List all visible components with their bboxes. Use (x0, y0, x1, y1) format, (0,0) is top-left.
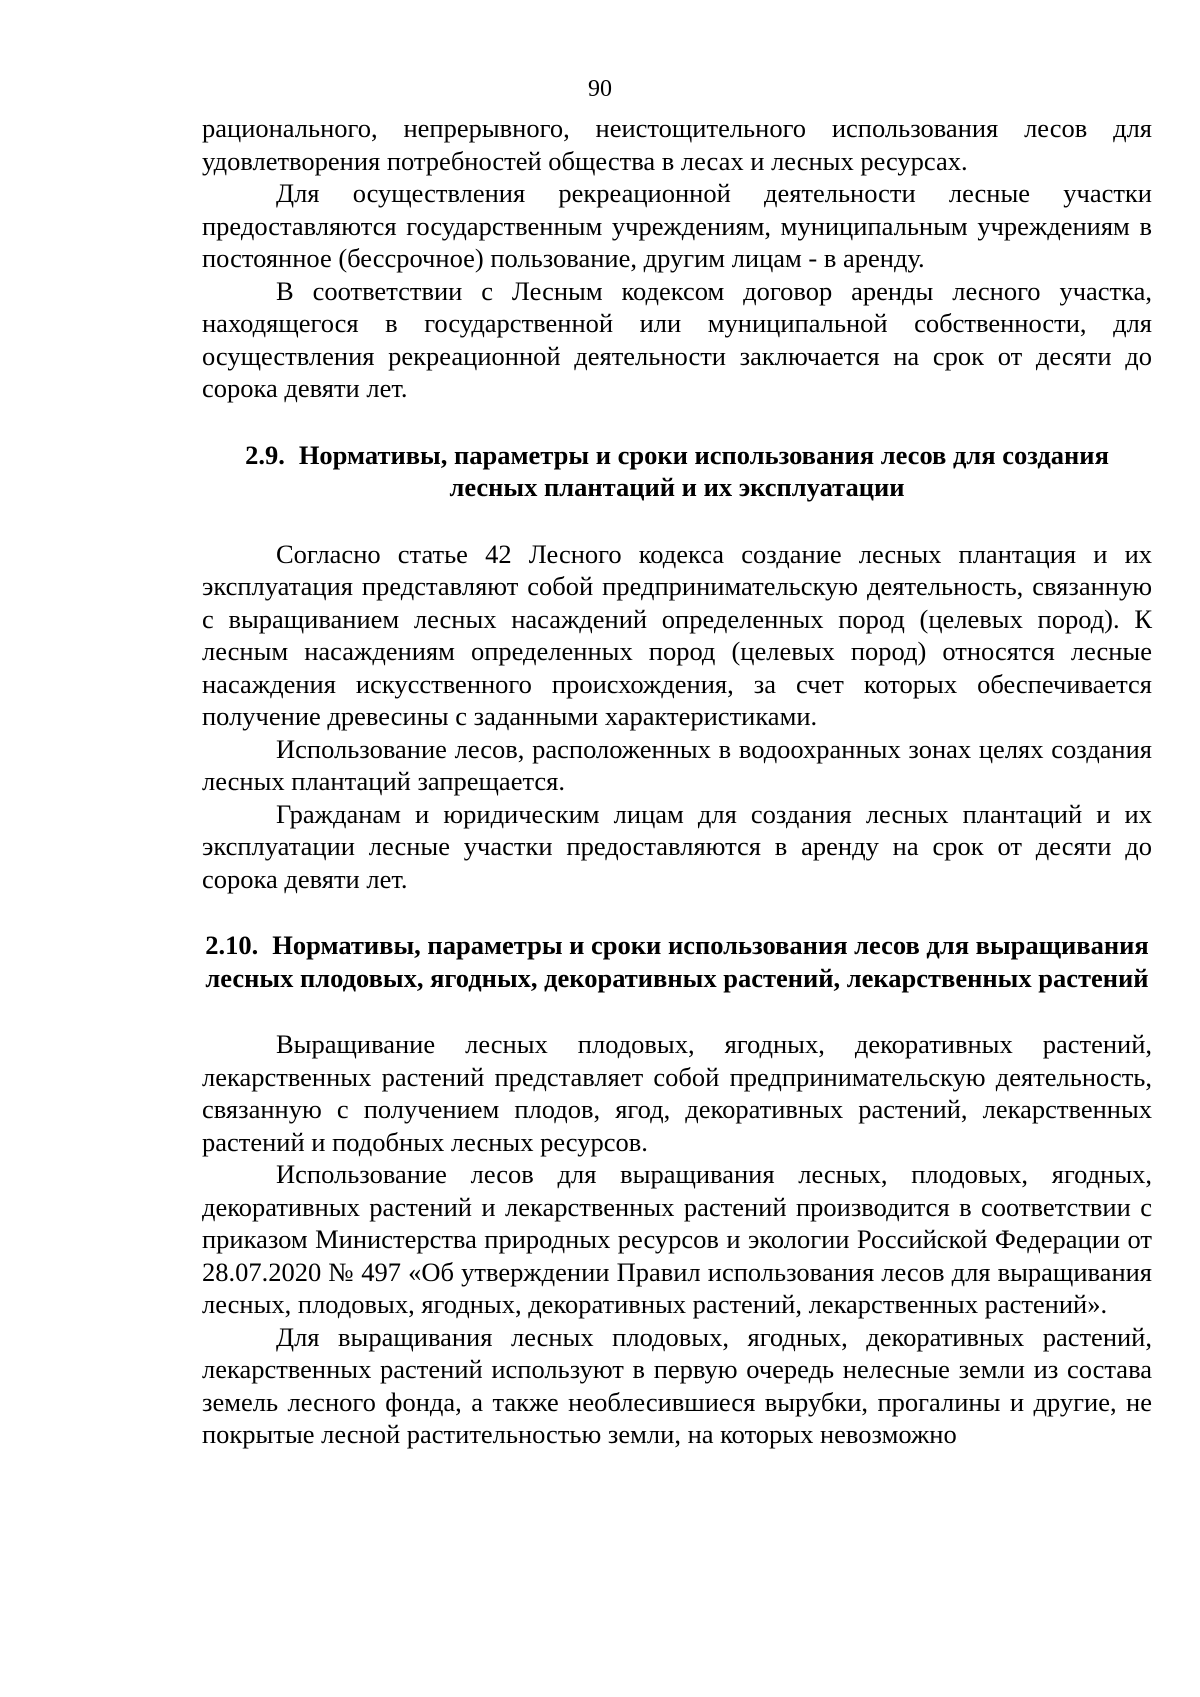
paragraph: Использование лесов, расположенных в водоохранных зонах целях создания лесных плантаций запрещается. (202, 733, 1152, 796)
paragraph: Гражданам и юридическим лицам для создания лесных плантаций и их эксплуатации лесные участки предоставляются в аренду на срок от десяти до сорока девяти лет. (202, 798, 1152, 894)
section-title: Нормативы, параметры и сроки использования лесов для выращивания лесных плодовых, ягодных, декоративных растений, лекарственных растений (205, 930, 1149, 993)
paragraph: Согласно статье 42 Лесного кодекса создание лесных плантация и их эксплуатация представляют собой предпринимательскую деятельность, связанную с выращиванием лесных насаждений определенных пород (целевых пород). К лесным насаждениям определенных пород (целевых пород) относятся лесные насаждения искусственного происхождения, за счет которых обеспечивается получение древесины с заданными характеристиками. (202, 538, 1152, 731)
paragraph: рационального, непрерывного, неистощительного использования лесов для удовлетворения потребностей общества в лесах и лесных ресурсах. (202, 113, 1152, 176)
section-heading-2-9 (202, 439, 1152, 504)
paragraph: Для осуществления рекреационной деятельности лесные участки предоставляются государственным учреждениям, муниципальным учреждениям в постоянное (бессрочное) пользование, другим лицам - в аренду. (202, 178, 1152, 273)
section-title: Нормативы, параметры и сроки использования лесов для создания лесных плантаций и их эксплуатации (298, 439, 1109, 502)
section-number: 2.9. (245, 439, 285, 470)
section-heading-2-10 (202, 929, 1152, 994)
section-number: 2.10. (205, 930, 259, 960)
paragraph: В соответствии с Лесным кодексом договор аренды лесного участка, находящегося в государственной или муниципальной собственности, для осуществления рекреационной деятельности заключается на срок от десяти до сорока девяти лет. (202, 275, 1152, 403)
page-content (202, 112, 1152, 1451)
paragraph: Использование лесов для выращивания лесных, плодовых, ягодных, декоративных растений и лекарственных растений производится в соответствии с приказом Министерства природных ресурсов и экологии Российской Федерации от 28.07.2020 № 497 «Об утверждении Правил использования лесов для выращивания лесных, плодовых, ягодных, декоративных растений, лекарственных растений». (202, 1159, 1152, 1319)
paragraph: Для выращивания лесных плодовых, ягодных, декоративных растений, лекарственных растений используют в первую очередь нелесные земли из состава земель лесного фонда, а также необлесившиеся вырубки, прогалины и другие, не покрытые лесной растительностью земли, на которых невозможно (202, 1321, 1152, 1449)
page-number: 90 (588, 76, 612, 102)
paragraph: Выращивание лесных плодовых, ягодных, декоративных растений, лекарственных растений представляет собой предпринимательскую деятельность, связанную с получением плодов, ягод, декоративных растений, лекарственных растений и подобных лесных ресурсов. (202, 1029, 1152, 1157)
